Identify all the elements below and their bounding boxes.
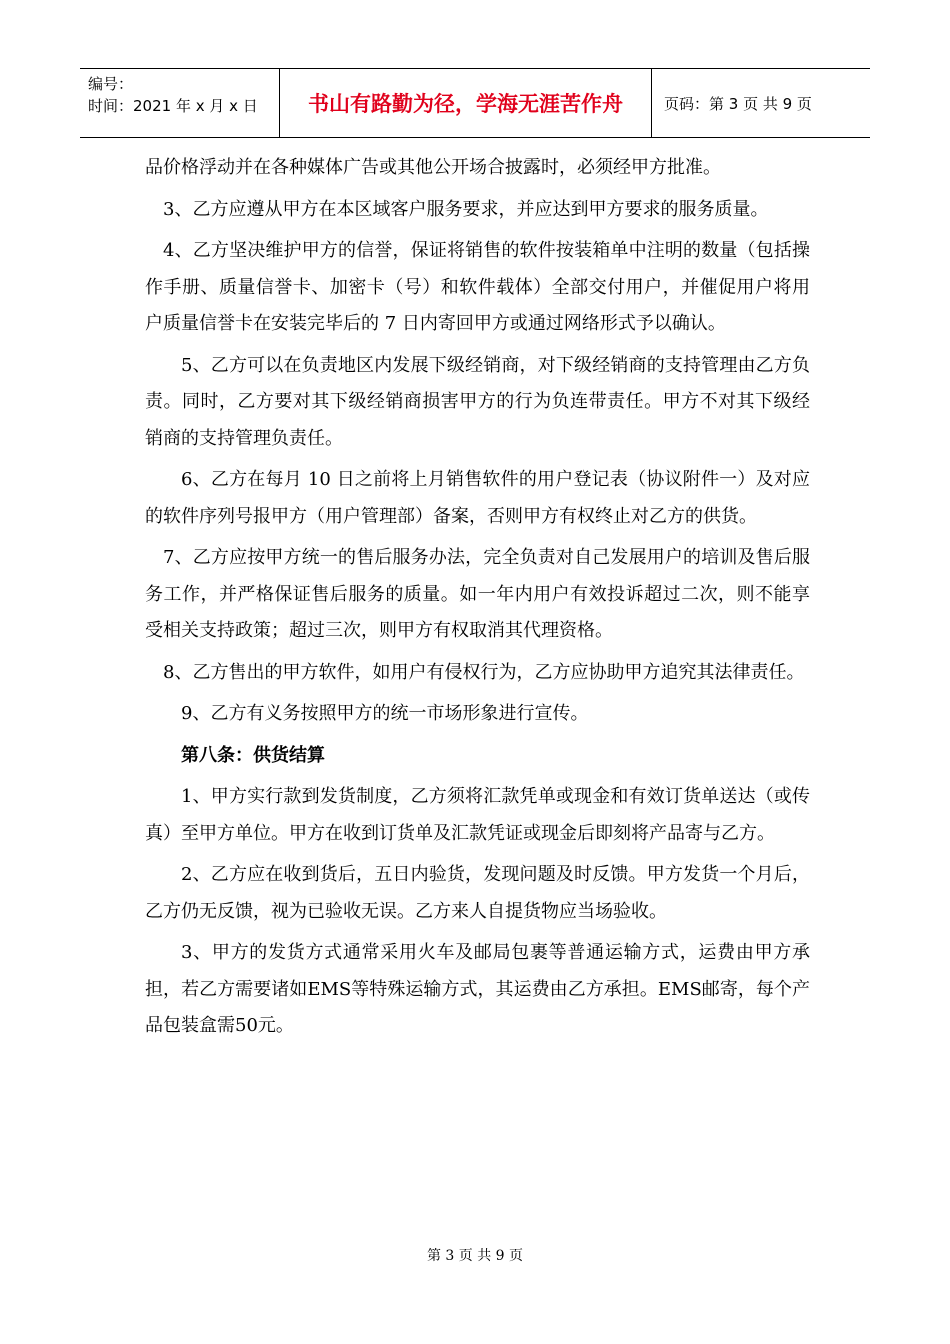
paragraph-item-4: 4、乙方坚决维护甲方的信誉，保证将销售的软件按装箱单中注明的数量（包括操作手册、质量信誉卡、加密卡（号）和软件载体）全部交付用户，并催促用户将用户质量信誉卡在安装完毕后的 7 日内寄回甲方或通过网络形式予以确认。: [145, 240, 810, 334]
document-number-label: 编号：: [88, 75, 134, 93]
paragraph-item-5: 5、乙方可以在负责地区内发展下级经销商，对下级经销商的支持管理由乙方负责。同时，乙方要对其下级经销商损害甲方的行为负连带责任。甲方不对其下级经销商的支持管理负责任。: [145, 354, 810, 449]
page-header: [80, 68, 870, 138]
paragraph-supply-2: 2、乙方应在收到货后，五日内验货，发现问题及时反馈。甲方发货一个月后，乙方仍无反馈，视为已验收无误。乙方来人自提货物应当场验收。: [145, 864, 810, 922]
header-meta: [80, 69, 280, 137]
paragraph-continuation: 品价格浮动并在各种媒体广告或其他公开场合披露时，必须经甲方批准。: [145, 157, 721, 178]
page-footer: 第 3 页 共 9 页: [426, 1248, 524, 1264]
paragraph-item-3: 3、乙方应遵从甲方在本区域客户服务要求，并应达到甲方要求的服务质量。: [163, 198, 769, 220]
paragraph-supply-1: 1、甲方实行款到发货制度，乙方须将汇款凭单或现金和有效订货单送达（或传真）至甲方单位。甲方在收到订货单及汇款凭证或现金后即刻将产品寄与乙方。: [145, 786, 810, 844]
header-motto: 书山有路勤为径，学海无涯苦作舟: [280, 69, 652, 137]
paragraph-supply-3: 3、甲方的发货方式通常采用火车及邮局包裹等普通运输方式，运费由甲方承担，若乙方需要诸如EMS等特殊运输方式，其运费由乙方承担。EMS邮寄，每个产品包装盒需50元。: [145, 942, 810, 1036]
paragraph-item-9: 9、乙方有义务按照甲方的统一市场形象进行宣传。: [181, 703, 589, 724]
paragraph-item-6: 6、乙方在每月 10 日之前将上月销售软件的用户登记表（协议附件一）及对应的软件序列号报甲方（用户管理部）备案，否则甲方有权终止对乙方的供货。: [145, 469, 810, 527]
header-page-number: 页码：第 3 页 共 9 页: [664, 94, 812, 113]
document-date: 时间：2021 年 x 月 x 日: [88, 97, 258, 115]
document-body: [145, 150, 810, 1045]
paragraph-item-8: 8、乙方售出的甲方软件，如用户有侵权行为，乙方应协助甲方追究其法律责任。: [163, 661, 805, 683]
section-heading: 第八条：供货结算: [181, 744, 325, 766]
paragraph-item-7: 7、乙方应按甲方统一的售后服务办法，完全负责对自己发展用户的培训及售后服务工作，并严格保证售后服务的质量。如一年内用户有效投诉超过二次，则不能享受相关支持政策；超过三次，则甲方有权取消其代理资格。: [145, 547, 810, 641]
